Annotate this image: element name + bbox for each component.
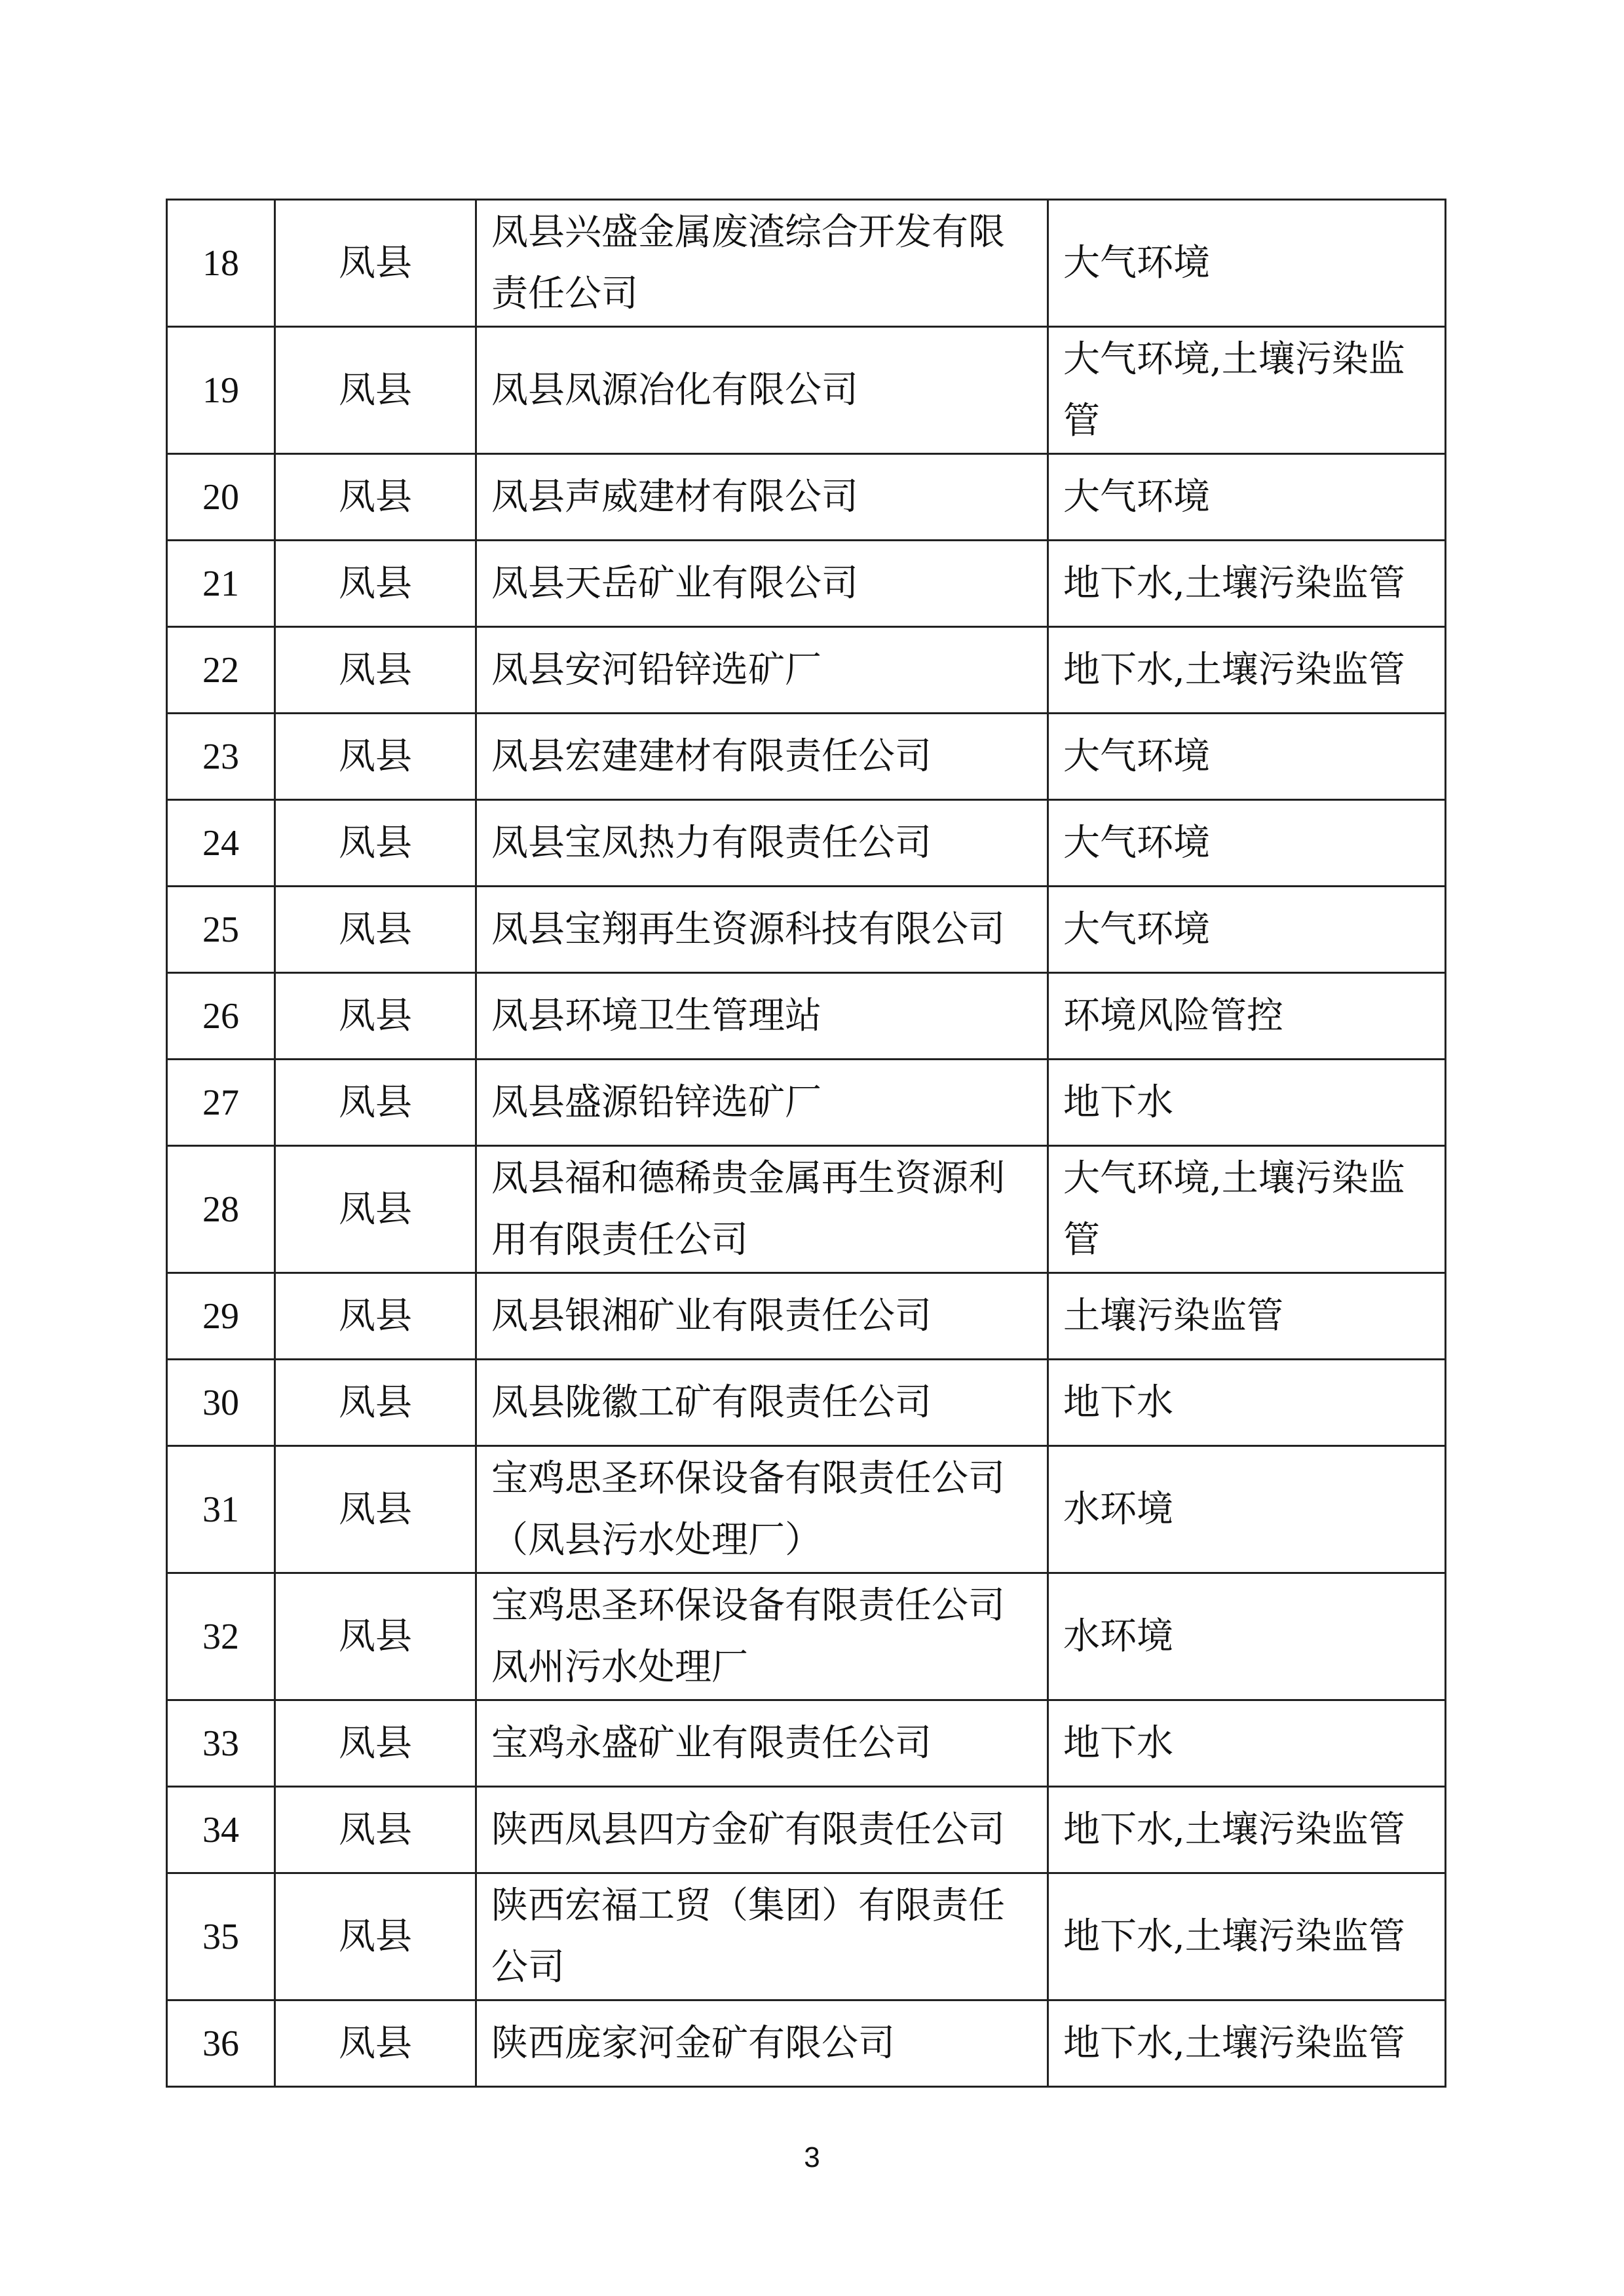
monitoring-type-cell: 大气环境 xyxy=(1048,714,1446,800)
monitoring-type-cell: 环境风险管控 xyxy=(1048,973,1446,1060)
enterprise-table xyxy=(166,199,1446,2088)
monitoring-type-cell: 地下水 xyxy=(1048,1700,1446,1787)
monitoring-type-cell: 地下水 xyxy=(1048,1360,1446,1446)
county-cell: 凤县 xyxy=(275,1573,476,1700)
table-row xyxy=(167,1787,1446,1873)
row-number: 20 xyxy=(167,454,275,541)
table-row xyxy=(167,1273,1446,1360)
county-cell: 凤县 xyxy=(275,800,476,887)
county-cell: 凤县 xyxy=(275,714,476,800)
county-cell: 凤县 xyxy=(275,1446,476,1573)
county-cell: 凤县 xyxy=(275,200,476,327)
table-row xyxy=(167,1060,1446,1146)
row-number: 36 xyxy=(167,2000,275,2087)
monitoring-type-cell: 土壤污染监管 xyxy=(1048,1273,1446,1360)
monitoring-type-cell: 大气环境 xyxy=(1048,887,1446,973)
row-number: 27 xyxy=(167,1060,275,1146)
county-cell: 凤县 xyxy=(275,1060,476,1146)
table-row xyxy=(167,1360,1446,1446)
county-cell: 凤县 xyxy=(275,454,476,541)
company-name-cell: 凤县宝翔再生资源科技有限公司 xyxy=(476,887,1048,973)
county-cell: 凤县 xyxy=(275,1360,476,1446)
monitoring-type-cell: 地下水,土壤污染监管 xyxy=(1048,541,1446,627)
table-row xyxy=(167,2000,1446,2087)
company-name-cell: 凤县天岳矿业有限公司 xyxy=(476,541,1048,627)
company-name-cell: 凤县环境卫生管理站 xyxy=(476,973,1048,1060)
row-number: 26 xyxy=(167,973,275,1060)
monitoring-type-cell: 大气环境,土壤污染监管 xyxy=(1048,327,1446,454)
county-cell: 凤县 xyxy=(275,1273,476,1360)
monitoring-type-cell: 水环境 xyxy=(1048,1573,1446,1700)
county-cell: 凤县 xyxy=(275,1873,476,2000)
county-cell: 凤县 xyxy=(275,327,476,454)
row-number: 33 xyxy=(167,1700,275,1787)
county-cell: 凤县 xyxy=(275,627,476,714)
county-cell: 凤县 xyxy=(275,973,476,1060)
company-name-cell: 凤县宏建建材有限责任公司 xyxy=(476,714,1048,800)
county-cell: 凤县 xyxy=(275,1146,476,1273)
county-cell: 凤县 xyxy=(275,1787,476,1873)
company-name-cell: 凤县福和德稀贵金属再生资源利用有限责任公司 xyxy=(476,1146,1048,1273)
row-number: 19 xyxy=(167,327,275,454)
page-number: 3 xyxy=(804,2141,820,2173)
company-name-cell: 凤县兴盛金属废渣综合开发有限责任公司 xyxy=(476,200,1048,327)
table-row xyxy=(167,714,1446,800)
county-cell: 凤县 xyxy=(275,887,476,973)
table-row xyxy=(167,973,1446,1060)
row-number: 28 xyxy=(167,1146,275,1273)
company-name-cell: 凤县安河铅锌选矿厂 xyxy=(476,627,1048,714)
monitoring-type-cell: 大气环境 xyxy=(1048,454,1446,541)
row-number: 31 xyxy=(167,1446,275,1573)
company-name-cell: 陕西宏福工贸（集团）有限责任公司 xyxy=(476,1873,1048,2000)
table-row xyxy=(167,887,1446,973)
monitoring-type-cell: 地下水,土壤污染监管 xyxy=(1048,1787,1446,1873)
table-row xyxy=(167,1873,1446,2000)
monitoring-type-cell: 地下水,土壤污染监管 xyxy=(1048,627,1446,714)
row-number: 25 xyxy=(167,887,275,973)
monitoring-type-cell: 大气环境 xyxy=(1048,800,1446,887)
table-row xyxy=(167,1446,1446,1573)
row-number: 24 xyxy=(167,800,275,887)
table-row xyxy=(167,627,1446,714)
company-name-cell: 凤县凤源冶化有限公司 xyxy=(476,327,1048,454)
row-number: 22 xyxy=(167,627,275,714)
company-name-cell: 凤县宝凤热力有限责任公司 xyxy=(476,800,1048,887)
monitoring-type-cell: 地下水 xyxy=(1048,1060,1446,1146)
row-number: 34 xyxy=(167,1787,275,1873)
county-cell: 凤县 xyxy=(275,1700,476,1787)
company-name-cell: 宝鸡思圣环保设备有限责任公司（凤县污水处理厂） xyxy=(476,1446,1048,1573)
monitoring-type-cell: 大气环境,土壤污染监管 xyxy=(1048,1146,1446,1273)
company-name-cell: 陕西庞家河金矿有限公司 xyxy=(476,2000,1048,2087)
row-number: 32 xyxy=(167,1573,275,1700)
row-number: 29 xyxy=(167,1273,275,1360)
county-cell: 凤县 xyxy=(275,541,476,627)
table-row xyxy=(167,541,1446,627)
company-name-cell: 陕西凤县四方金矿有限责任公司 xyxy=(476,1787,1048,1873)
company-name-cell: 宝鸡思圣环保设备有限责任公司凤州污水处理厂 xyxy=(476,1573,1048,1700)
county-cell: 凤县 xyxy=(275,2000,476,2087)
company-name-cell: 凤县盛源铅锌选矿厂 xyxy=(476,1060,1048,1146)
row-number: 35 xyxy=(167,1873,275,2000)
monitoring-type-cell: 大气环境 xyxy=(1048,200,1446,327)
monitoring-type-cell: 地下水,土壤污染监管 xyxy=(1048,1873,1446,2000)
company-name-cell: 宝鸡永盛矿业有限责任公司 xyxy=(476,1700,1048,1787)
row-number: 23 xyxy=(167,714,275,800)
company-name-cell: 凤县银湘矿业有限责任公司 xyxy=(476,1273,1048,1360)
row-number: 30 xyxy=(167,1360,275,1446)
table-row xyxy=(167,327,1446,454)
company-name-cell: 凤县声威建材有限公司 xyxy=(476,454,1048,541)
table-row xyxy=(167,454,1446,541)
table-row xyxy=(167,1146,1446,1273)
monitoring-type-cell: 地下水,土壤污染监管 xyxy=(1048,2000,1446,2087)
monitoring-type-cell: 水环境 xyxy=(1048,1446,1446,1573)
table-row xyxy=(167,1573,1446,1700)
row-number: 18 xyxy=(167,200,275,327)
row-number: 21 xyxy=(167,541,275,627)
table-row xyxy=(167,200,1446,327)
table-row xyxy=(167,800,1446,887)
company-name-cell: 凤县陇徽工矿有限责任公司 xyxy=(476,1360,1048,1446)
table-row xyxy=(167,1700,1446,1787)
